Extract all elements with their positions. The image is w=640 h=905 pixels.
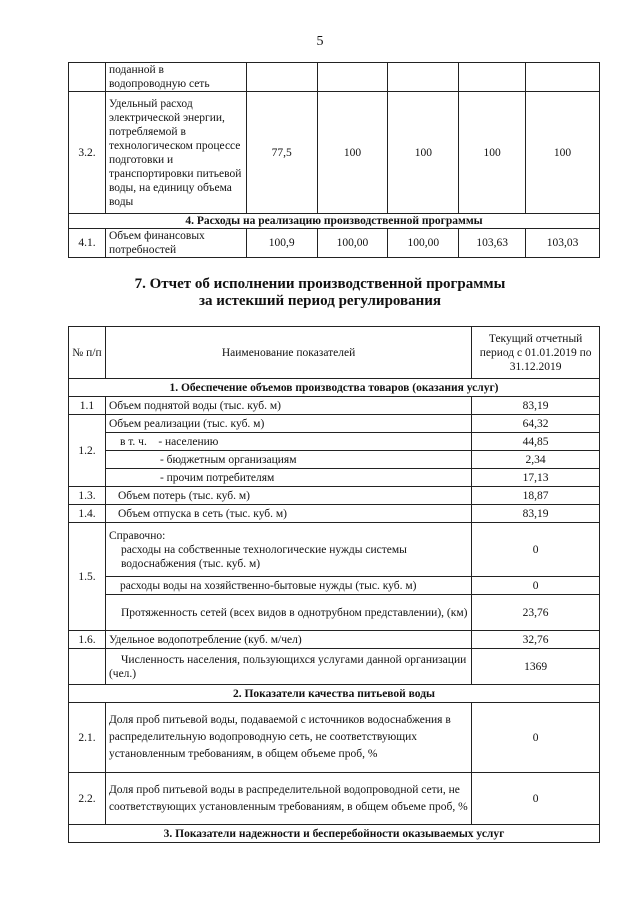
cell [388,63,459,92]
table-row [69,469,600,487]
row-label: Объем потерь (тыс. куб. м) [105,487,471,505]
section-heading [0,276,640,310]
cell: 100 [459,92,526,214]
row-label: Объем реализации (тыс. куб. м) [105,415,471,433]
row-label: Объем отпуска в сеть (тыс. куб. м) [105,505,471,523]
row-num: 3.2. [69,92,106,214]
table-row [69,773,600,825]
row-num: 2.2. [69,773,106,825]
cell: 100 [526,92,600,214]
row-label: - прочим потребителям [105,469,471,487]
row-value: 0 [472,577,600,595]
table-row [69,397,600,415]
row-value: 17,13 [472,469,600,487]
row-label: Объем поднятой воды (тыс. куб. м) [105,397,471,415]
heading-line-1: 7. Отчет об исполнении производственной программы [134,276,506,292]
row-label: в т. ч. - населению [105,433,471,451]
section-title: 2. Показатели качества питьевой воды [69,685,600,703]
row-num [69,63,106,92]
row-label: поданной в водопроводную сеть [105,63,246,92]
row-value: 1369 [472,649,600,685]
cell: 77,5 [246,92,317,214]
cell: 100 [317,92,388,214]
page-number: 5 [316,34,324,49]
row-label: Объем финансовых потребностей [105,229,246,258]
cell [317,63,388,92]
row-label [105,523,471,577]
row-value: 64,32 [472,415,600,433]
table-row [69,229,600,258]
table-row [69,433,600,451]
table-row [69,595,600,631]
row-num: 4.1. [69,229,106,258]
row-label: Численность населения, пользующихся услугами данной организации (чел.) [105,649,471,685]
row-num: 1.4. [69,505,106,523]
row-label: Удельное водопотребление (куб. м/чел) [105,631,471,649]
table-row [69,487,600,505]
cell: 103,03 [526,229,600,258]
top-table [68,62,600,258]
row-num: 1.5. [69,523,106,631]
row-label: Удельный расход электрической энергии, потребляемой в технологическом процессе подготовки и транспортировки питьевой воды, на единицу объема воды [105,92,246,214]
row-num: 1.2. [69,415,106,487]
table-row [69,649,600,685]
table-row [69,631,600,649]
row-label-text: расходы на собственные технологические нужды системы водоснабжения (тыс. куб. м) [120,543,407,570]
header-period: Текущий отчетный период с 01.01.2019 по 31.12.2019 [472,327,600,379]
row-label: Доля проб питьевой воды в распределительной водопроводной сети, не соответствующих установленным требованиям, в общем объеме проб, % [105,773,471,825]
table-row [69,577,600,595]
row-num: 2.1. [69,703,106,773]
row-value: 2,34 [472,451,600,469]
table-row [69,451,600,469]
header-num: № п/п [69,327,106,379]
cell: 100,00 [388,229,459,258]
table-row [69,505,600,523]
row-value: 0 [472,773,600,825]
section-header [69,825,600,843]
row-label: Доля проб питьевой воды, подаваемой с источников водоснабжения в распределительную водопроводную сеть, не соответствующих установленным требованиям, в общем объеме проб, % [105,703,471,773]
row-label: расходы воды на хозяйственно-бытовые нужды (тыс. куб. м) [105,577,471,595]
section-title: 1. Обеспечение объемов производства товаров (оказания услуг) [69,379,600,397]
row-value: 23,76 [472,595,600,631]
table-row [69,63,600,92]
row-num: 1.6. [69,631,106,649]
cell [526,63,600,92]
table-row [69,415,600,433]
row-label: Протяженность сетей (всех видов в однотрубном представлении), (км) [105,595,471,631]
cell: 100,9 [246,229,317,258]
cell: 100,00 [317,229,388,258]
section-header [69,379,600,397]
section-header [69,685,600,703]
row-value: 32,76 [472,631,600,649]
header-name: Наименование показателей [105,327,471,379]
row-value: 83,19 [472,505,600,523]
section-title: 3. Показатели надежности и бесперебойности оказываемых услуг [69,825,600,843]
cell: 100 [388,92,459,214]
row-value: 0 [472,523,600,577]
section-title: 4. Расходы на реализацию производственной программы [69,214,600,229]
table-row [69,703,600,773]
cell: 103,63 [459,229,526,258]
heading-line-2: за истекший период регулирования [198,293,442,309]
table-header [69,327,600,379]
row-label: - бюджетным организациям [105,451,471,469]
row-num: 1.3. [69,487,106,505]
row-value: 0 [472,703,600,773]
reference-label: Справочно: [108,529,166,542]
table-row [69,523,600,577]
report-table [68,326,600,843]
section-header [69,214,600,229]
cell [246,63,317,92]
row-value: 83,19 [472,397,600,415]
row-value: 44,85 [472,433,600,451]
cell [459,63,526,92]
row-num: 1.1 [69,397,106,415]
table-row [69,92,600,214]
row-value: 18,87 [472,487,600,505]
